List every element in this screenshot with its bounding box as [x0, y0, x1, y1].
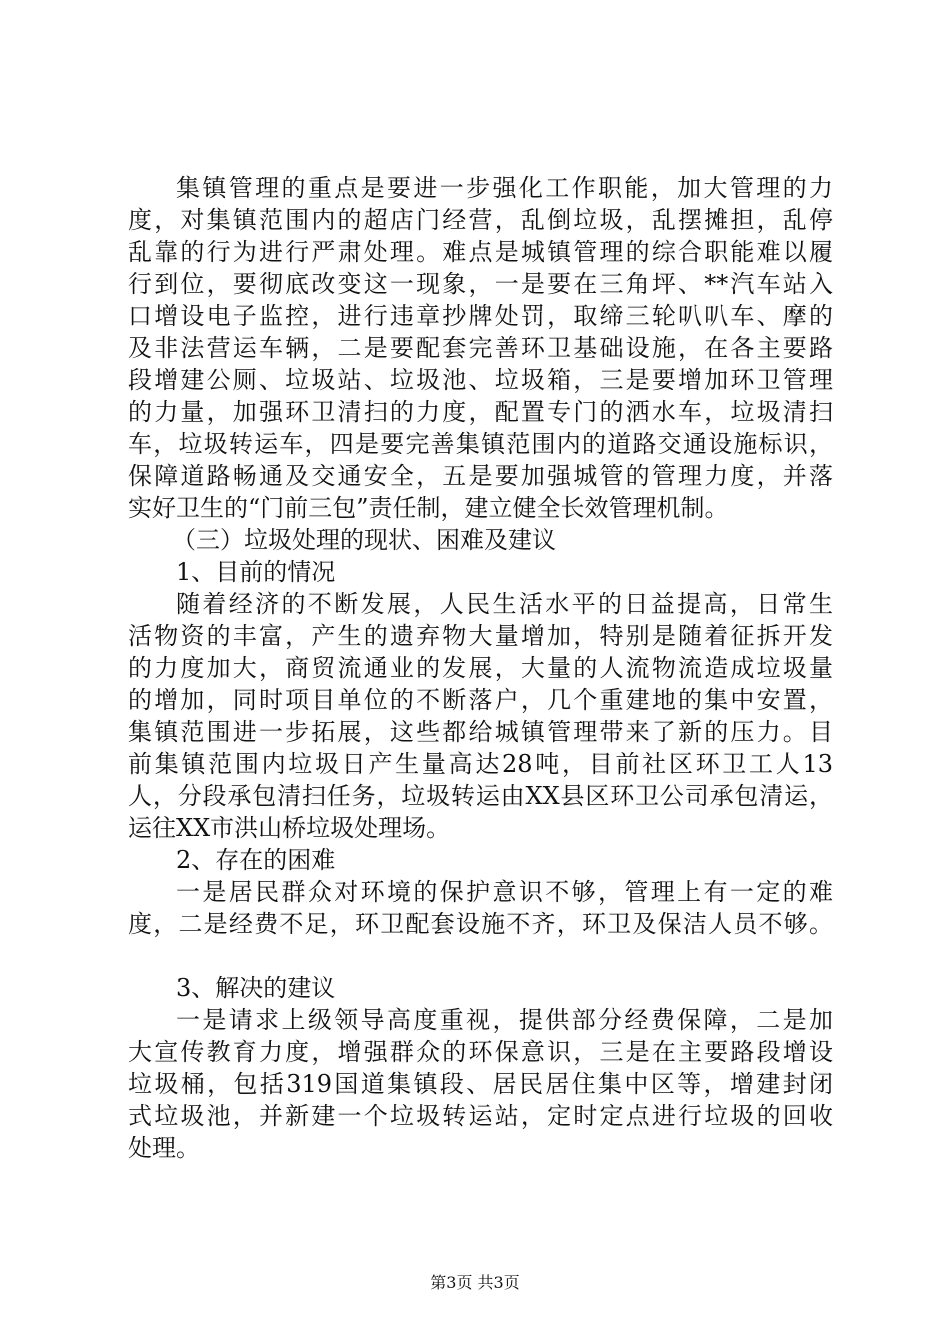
paragraph-line: 及非法营运车辆，二是要配套完善环卫基础设施，在各主要路	[128, 334, 833, 362]
paragraph-line: 前集镇范围内垃圾日产生量高达28吨，目前社区环卫工人13	[128, 750, 833, 778]
paragraph-line: 度，对集镇范围内的超店门经营，乱倒垃圾，乱摆摊担，乱停	[128, 206, 833, 234]
paragraph-line: 度，二是经费不足，环卫配套设施不齐，环卫及保洁人员不够。	[128, 910, 833, 938]
paragraph-line: 乱靠的行为进行严肃处理。难点是城镇管理的综合职能难以履	[128, 238, 833, 266]
paragraph-line: 大宣传教育力度，增强群众的环保意识，三是在主要路段增设	[128, 1038, 833, 1066]
paragraph-line: 段增建公厕、垃圾站、垃圾池、垃圾箱，三是要增加环卫管理	[128, 366, 833, 394]
paragraph-line: 集镇管理的重点是要进一步强化工作职能，加大管理的力	[176, 174, 833, 202]
paragraph-line: 垃圾桶，包括319国道集镇段、居民居住集中区等，增建封闭	[128, 1070, 833, 1098]
paragraph-line: 式垃圾池，并新建一个垃圾转运站，定时定点进行垃圾的回收	[128, 1102, 833, 1130]
paragraph-line: 集镇范围进一步拓展，这些都给城镇管理带来了新的压力。目	[128, 718, 833, 746]
paragraph-line: 行到位，要彻底改变这一现象，一是要在三角坪、**汽车站入	[128, 270, 833, 298]
subsection-heading: 3、解决的建议	[176, 974, 336, 1002]
section-heading: （三）垃圾处理的现状、困难及建议	[172, 526, 556, 554]
paragraph-line: 的力度加大，商贸流通业的发展，大量的人流物流造成垃圾量	[128, 654, 833, 682]
subsection-heading: 1、目前的情况	[176, 558, 336, 586]
paragraph-line: 人，分段承包清扫任务，垃圾转运由XX县区环卫公司承包清运，	[128, 782, 833, 810]
paragraph-line: 实好卫生的“门前三包”责任制，建立健全长效管理机制。	[128, 494, 729, 522]
paragraph-line: 保障道路畅通及交通安全，五是要加强城管的管理力度，并落	[128, 462, 833, 490]
subsection-heading: 2、存在的困难	[176, 846, 336, 874]
paragraph-line: 处理。	[128, 1134, 200, 1162]
paragraph-line: 的力量，加强环卫清扫的力度，配置专门的洒水车，垃圾清扫	[128, 398, 833, 426]
paragraph-line: 一是请求上级领导高度重视，提供部分经费保障，二是加	[176, 1006, 833, 1034]
paragraph-line: 口增设电子监控，进行违章抄牌处罚，取缔三轮叭叭车、摩的	[128, 302, 833, 330]
paragraph-line: 的增加，同时项目单位的不断落户，几个重建地的集中安置，	[128, 686, 833, 714]
paragraph-line: 车，垃圾转运车，四是要完善集镇范围内的道路交通设施标识，	[128, 430, 833, 458]
document-page	[128, 0, 833, 1344]
page-footer: 第3页 共3页	[430, 1273, 520, 1292]
paragraph-line: 运往XX市洪山桥垃圾处理场。	[128, 814, 451, 842]
paragraph-line: 活物资的丰富，产生的遗弃物大量增加，特别是随着征拆开发	[128, 622, 833, 650]
paragraph-line: 一是居民群众对环境的保护意识不够，管理上有一定的难	[176, 878, 833, 906]
paragraph-line: 随着经济的不断发展，人民生活水平的日益提高，日常生	[176, 590, 833, 618]
